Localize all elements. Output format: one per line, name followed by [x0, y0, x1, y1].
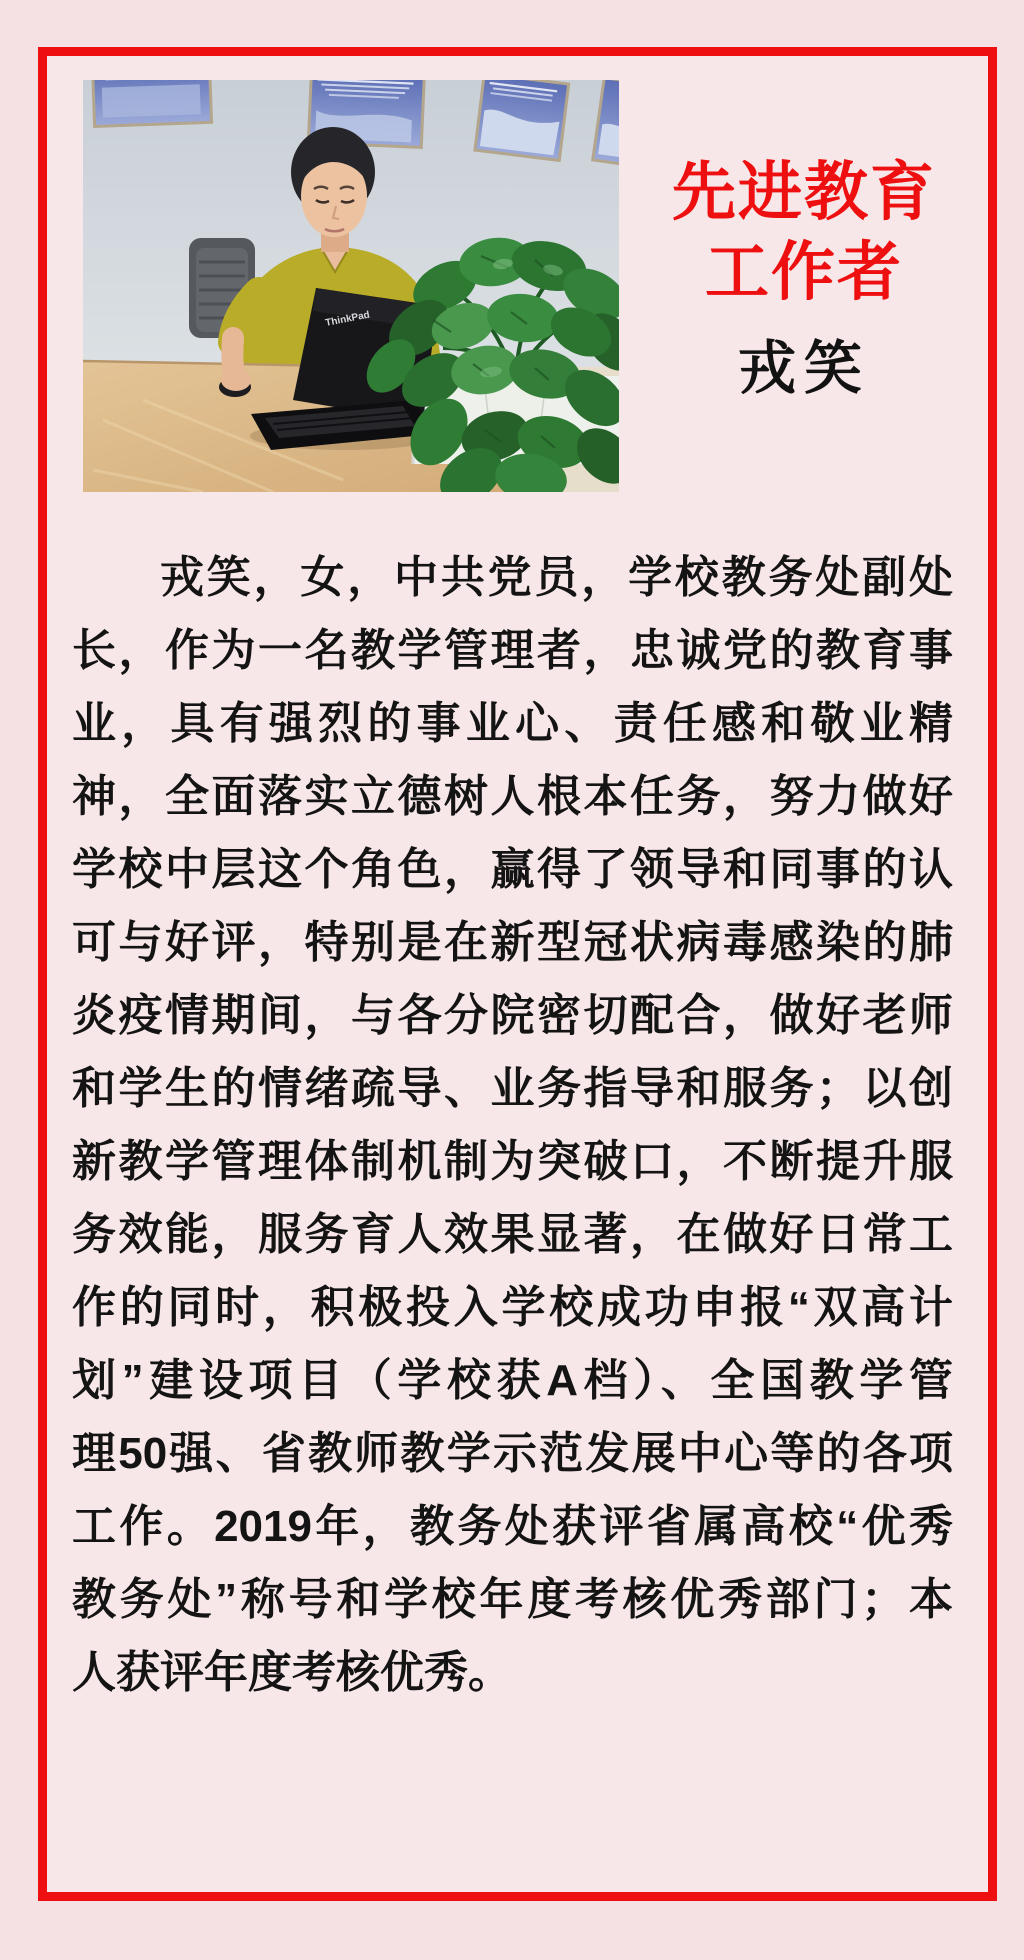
bio-line: 长，作为一名教学管理者，忠诚党的教育事: [72, 626, 953, 675]
wall-poster-left: [91, 80, 213, 128]
biography-text: [72, 541, 953, 1709]
bio-line: 学校中层这个角色，赢得了领导和同事的认: [72, 845, 953, 894]
bio-line: 炎疫情期间，与各分院密切配合，做好老师: [72, 991, 953, 1040]
award-title-line1: 先进教育: [672, 156, 936, 228]
bio-line: 人获评年度考核优秀。: [72, 1648, 512, 1697]
hand: [221, 369, 251, 391]
bio-line: 戎笑，女，中共党员，学校教务处副处: [160, 553, 953, 602]
office-photo-svg: [83, 80, 619, 492]
bio-line: 业，具有强烈的事业心、责任感和敬业精: [72, 699, 953, 748]
wall-poster-right: [473, 80, 570, 162]
person-name: 戎笑: [737, 336, 870, 401]
laptop-logo-text: ThinkPad: [324, 309, 371, 329]
bio-line: 作的同时，积极投入学校成功申报“双高计: [72, 1283, 953, 1332]
bio-line: 神，全面落实立德树人根本任务，努力做好: [72, 772, 953, 821]
bio-line: 工作。2019年，教务处获评省属高校“优秀: [72, 1502, 953, 1551]
bio-line: 务效能，服务育人效果显著，在做好日常工: [72, 1210, 953, 1259]
bio-line: 理50强、省教师教学示范发展中心等的各项: [72, 1429, 953, 1478]
bio-line: 可与好评，特别是在新型冠状病毒感染的肺: [72, 918, 953, 967]
award-title-line2: 工作者: [705, 236, 903, 308]
bio-line: 教务处”称号和学校年度考核优秀部门；本: [72, 1575, 953, 1624]
office-photo: [83, 80, 619, 492]
bio-line: 新教学管理体制机制为突破口，不断提升服: [72, 1137, 953, 1186]
bio-line: 划”建设项目（学校获A档）、全国教学管: [72, 1356, 953, 1405]
bio-line: 和学生的情绪疏导、业务指导和服务；以创: [72, 1064, 953, 1113]
title-block: [620, 152, 988, 402]
